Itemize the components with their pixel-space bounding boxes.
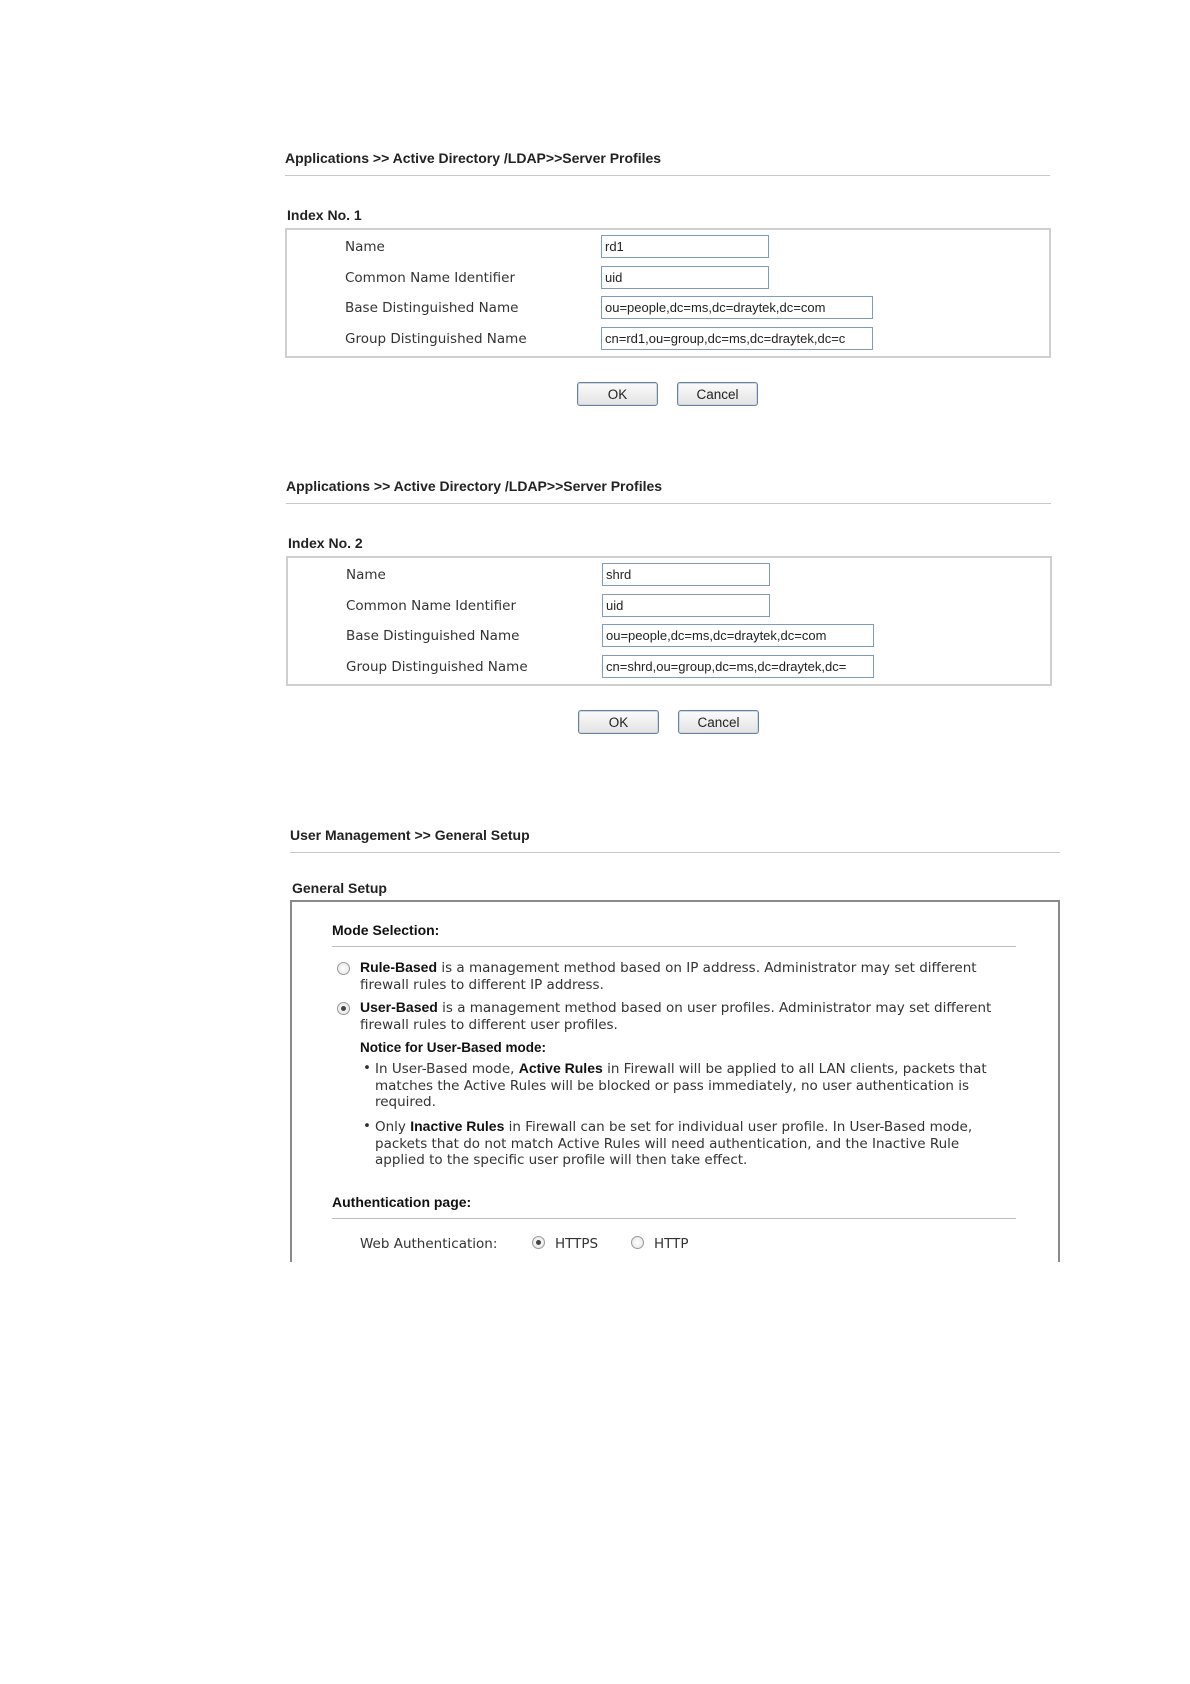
title-divider: [285, 175, 1050, 176]
https-label: HTTPS: [555, 1236, 599, 1252]
rule-based-description: [360, 959, 1000, 993]
page-title-general-setup: User Management >> General Setup: [290, 827, 530, 843]
notice-1-post: in Firewall will be applied to all LAN clients, packets that matches the Active Rules will be blocked or pass immediately, no user authentication is required.: [375, 1061, 987, 1110]
user-based-name: User-Based: [360, 999, 438, 1015]
bullet-icon: •: [363, 1060, 371, 1076]
title-divider: [286, 503, 1051, 504]
index-label-1: Index No. 1: [287, 207, 362, 223]
user-based-text: is a management method based on user profiles. Administrator may set different firewall rules to different user profiles.: [360, 1000, 992, 1033]
name-label: Name: [346, 567, 386, 583]
notice-1-bold: Active Rules: [518, 1060, 603, 1076]
web-authentication-label: Web Authentication:: [360, 1236, 498, 1252]
user-based-description: [360, 999, 1000, 1033]
group-dn-input[interactable]: [601, 327, 873, 350]
ok-button[interactable]: OK: [578, 710, 659, 734]
notice-item-1: [375, 1060, 1015, 1111]
group-dn-label: Group Distinguished Name: [345, 331, 527, 347]
rule-based-name: Rule-Based: [360, 959, 438, 975]
base-dn-label: Base Distinguished Name: [346, 628, 520, 644]
http-label: HTTP: [654, 1236, 689, 1252]
base-dn-input[interactable]: [601, 296, 873, 319]
notice-2-post: in Firewall can be set for individual user profile. In User-Based mode, packets that do not match Active Rules will need authentication, and the Inactive Rule applied to the specific user profile will then take effect.: [375, 1119, 973, 1168]
section-divider: [332, 1218, 1016, 1219]
notice-1-pre: In User-Based mode,: [375, 1061, 519, 1077]
https-radio[interactable]: [532, 1236, 545, 1249]
cancel-button[interactable]: Cancel: [678, 710, 759, 734]
index-label-2: Index No. 2: [288, 535, 363, 551]
section-divider: [332, 946, 1016, 947]
name-input[interactable]: [601, 235, 769, 258]
name-label: Name: [345, 239, 385, 255]
base-dn-input[interactable]: [602, 624, 874, 647]
common-name-identifier-label: Common Name Identifier: [345, 270, 516, 286]
notice-heading: Notice for User-Based mode:: [360, 1040, 547, 1055]
common-name-identifier-input[interactable]: [602, 594, 770, 617]
common-name-identifier-label: Common Name Identifier: [346, 598, 517, 614]
authentication-page-heading: Authentication page:: [332, 1194, 472, 1210]
common-name-identifier-input[interactable]: [601, 266, 769, 289]
notice-item-2: [375, 1118, 975, 1169]
page-title-profile-1: Applications >> Active Directory /LDAP>>Server Profiles: [285, 150, 662, 166]
notice-2-pre: Only: [375, 1119, 411, 1135]
rule-based-radio[interactable]: [337, 962, 350, 975]
page-title-profile-2: Applications >> Active Directory /LDAP>>Server Profiles: [286, 478, 663, 494]
mode-selection-heading: Mode Selection:: [332, 922, 440, 938]
general-setup-caption: General Setup: [292, 880, 387, 896]
ok-button[interactable]: OK: [577, 382, 658, 406]
name-input[interactable]: [602, 563, 770, 586]
notice-2-bold: Inactive Rules: [410, 1118, 505, 1134]
cancel-button[interactable]: Cancel: [677, 382, 758, 406]
http-radio[interactable]: [631, 1236, 644, 1249]
user-based-radio[interactable]: [337, 1002, 350, 1015]
group-dn-input[interactable]: [602, 655, 874, 678]
bullet-icon: •: [363, 1118, 371, 1134]
base-dn-label: Base Distinguished Name: [345, 300, 519, 316]
rule-based-text: is a management method based on IP address. Administrator may set different firewall rules to different IP address.: [360, 960, 977, 993]
title-divider: [290, 852, 1060, 853]
group-dn-label: Group Distinguished Name: [346, 659, 528, 675]
